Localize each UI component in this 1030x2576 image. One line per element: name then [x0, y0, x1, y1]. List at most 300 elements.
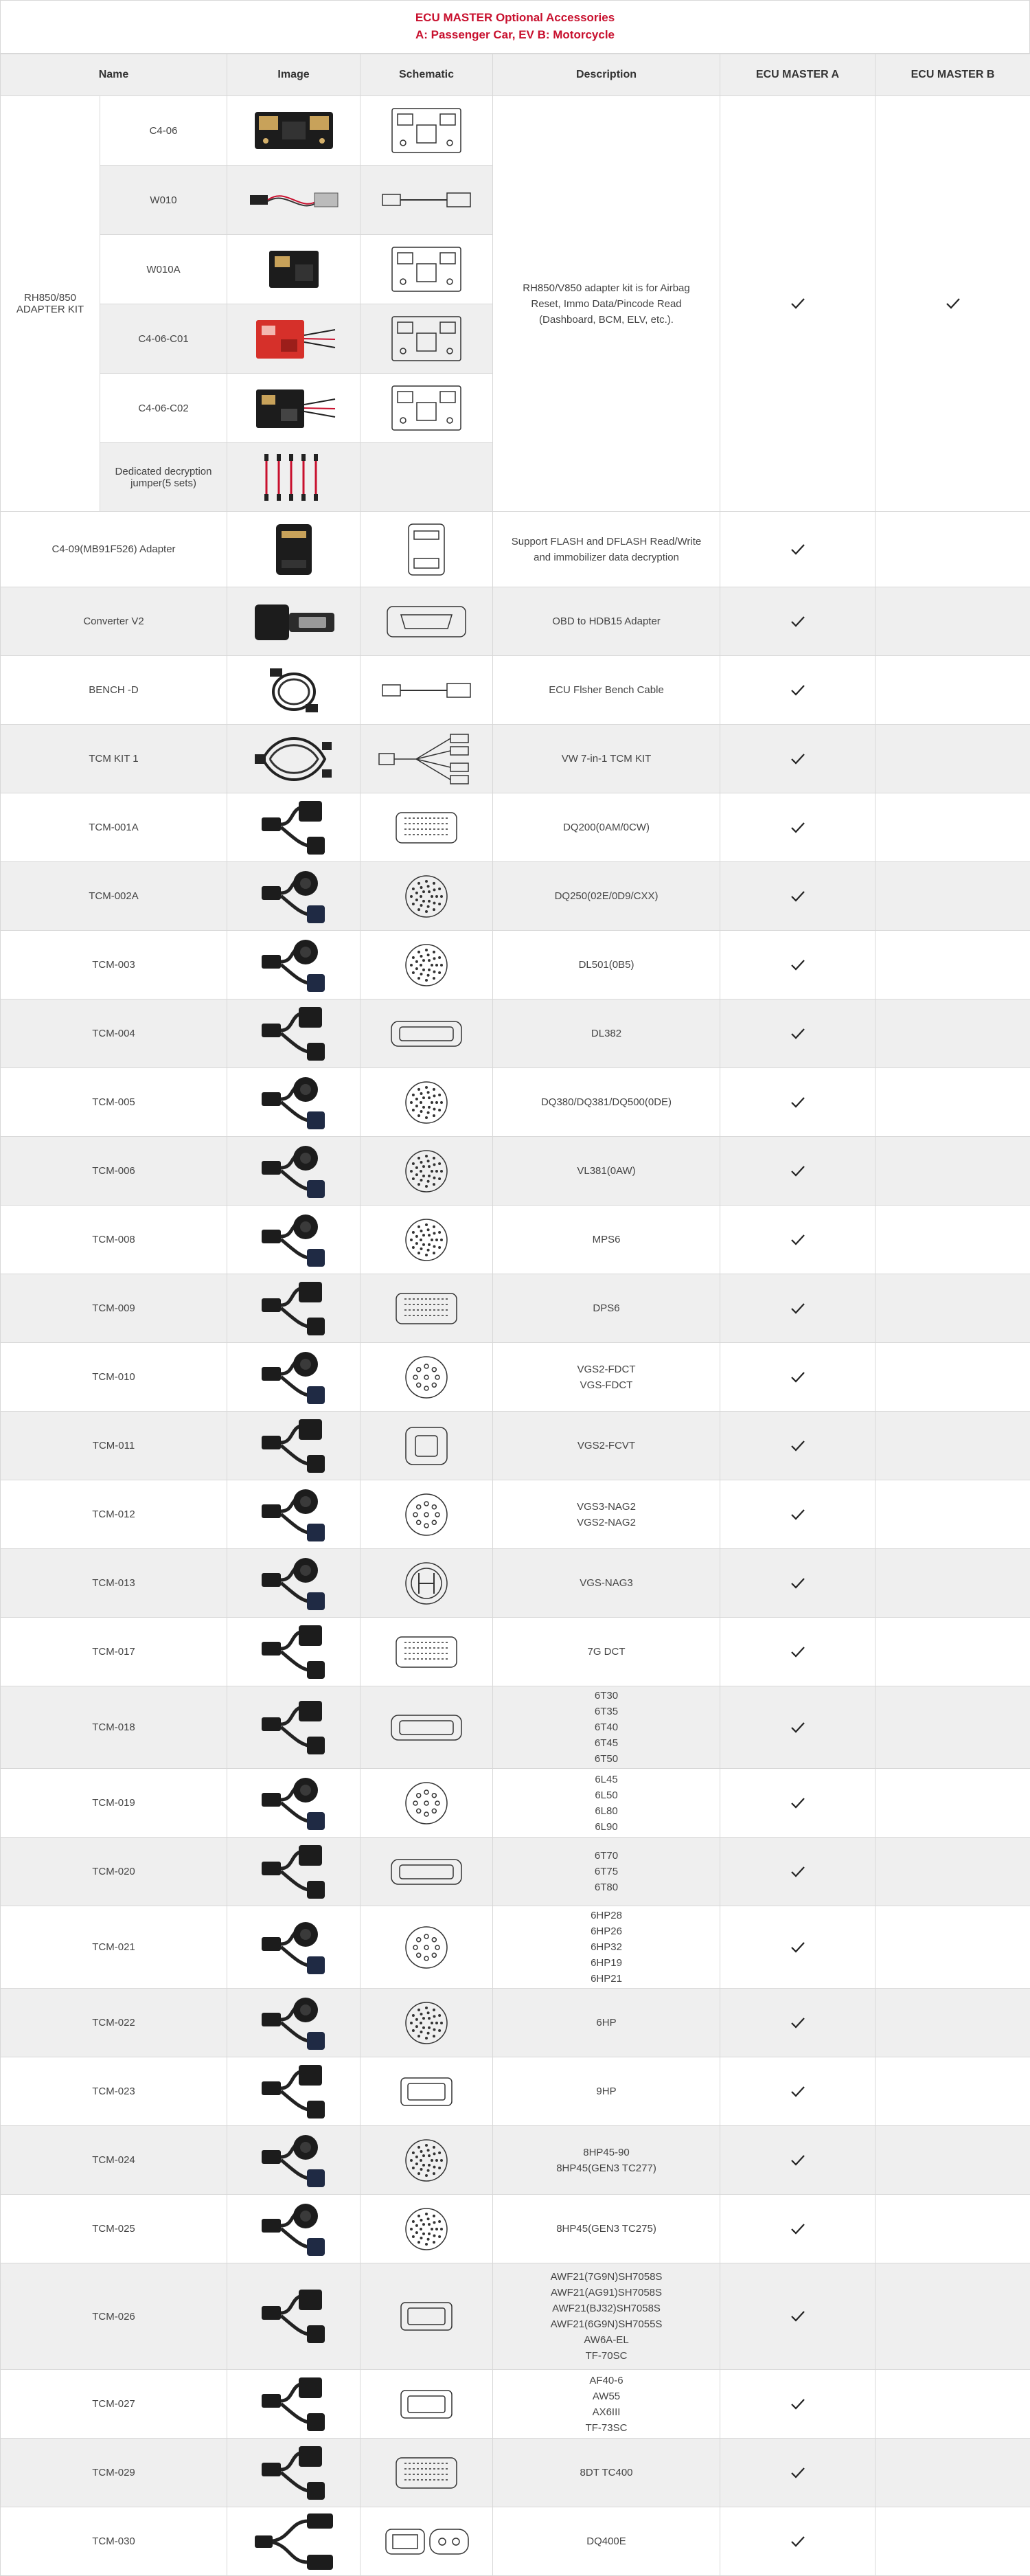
item-name: C4-06: [150, 125, 178, 137]
row-ecu-a-cell: [720, 1769, 876, 1838]
row-name: TCM-006: [92, 1165, 135, 1177]
row-schematic-image: [360, 1353, 492, 1401]
row-ecu-b-cell: [876, 931, 1030, 999]
description-line: 6L50: [493, 1787, 720, 1803]
row-description-cell: [493, 1769, 720, 1838]
check-icon: [720, 2397, 875, 2411]
row-name: TCM-008: [92, 1234, 135, 1245]
row-image-cell: [227, 656, 360, 725]
row-name: TCM-012: [92, 1509, 135, 1520]
check-icon: [720, 2466, 875, 2480]
row-name-cell: [1, 1480, 227, 1549]
row-ecu-a-cell: [720, 2195, 876, 2263]
table-row: [1, 1274, 1030, 1343]
row-ecu-b-cell: [876, 1838, 1030, 1906]
description-line: 6T50: [493, 1751, 720, 1767]
row-photo-image: [227, 797, 360, 859]
row-ecu-b-cell: [876, 2126, 1030, 2195]
row-schematic-cell: [360, 1838, 493, 1906]
item-image-cell: [227, 374, 360, 443]
row-schematic-image: [360, 1999, 492, 2047]
check-icon: [720, 1645, 875, 1659]
row-schematic-cell: [360, 656, 493, 725]
row-ecu-a-cell: [720, 1618, 876, 1686]
table-row: [1, 1068, 1030, 1137]
row-name: TCM-005: [92, 1096, 135, 1108]
table-row: [1, 931, 1030, 999]
item-schematic-image: [360, 313, 492, 365]
row-photo-image: [227, 2285, 360, 2347]
row-ecu-b-cell: [876, 1686, 1030, 1769]
row-schematic-cell: [360, 1989, 493, 2057]
row-schematic-cell: [360, 1549, 493, 1618]
row-name-cell: [1, 1206, 227, 1274]
row-name-cell: [1, 1343, 227, 1412]
row-name: Converter V2: [83, 615, 144, 627]
row-ecu-a-cell: [720, 1274, 876, 1343]
row-name: TCM-004: [92, 1028, 135, 1039]
row-schematic-image: [360, 1631, 492, 1673]
row-ecu-b-cell: [876, 1618, 1030, 1686]
row-photo-image: [227, 728, 360, 790]
check-icon: [876, 297, 1030, 310]
row-image-cell: [227, 1480, 360, 1549]
row-name-cell: [1, 2507, 227, 2576]
row-description-cell: [493, 725, 720, 793]
table-row: [1, 2507, 1030, 2576]
row-name: TCM-010: [92, 1371, 135, 1383]
row-description-cell: [493, 1838, 720, 1906]
description-line: VGS3-NAG2: [493, 1499, 720, 1515]
row-schematic-image: [360, 1422, 492, 1470]
item-photo-image: [227, 245, 360, 293]
item-name-cell: [100, 443, 227, 512]
description-line: AW6A-EL: [493, 2332, 720, 2348]
row-name: TCM-001A: [89, 822, 139, 833]
item-schematic-image: [360, 104, 492, 157]
row-photo-image: [227, 1415, 360, 1477]
row-schematic-cell: [360, 2439, 493, 2507]
header-ecu-master-b: ECU MASTER B: [876, 54, 1030, 96]
kit-ecu-a-cell: [720, 96, 876, 512]
row-photo-image: [227, 1209, 360, 1271]
row-name: TCM-003: [92, 959, 135, 971]
row-photo-image: [227, 1552, 360, 1614]
description-line: 6T40: [493, 1719, 720, 1735]
row-ecu-a-cell: [720, 656, 876, 725]
description-line: VGS-FDCT: [493, 1377, 720, 1393]
row-description-cell: [493, 1686, 720, 1769]
row-schematic-image: [360, 1288, 492, 1329]
row-photo-image: [227, 2129, 360, 2191]
row-schematic-image: [360, 601, 492, 642]
item-photo-image: [227, 106, 360, 155]
item-image-cell: [227, 96, 360, 166]
header-description: Description: [493, 54, 720, 96]
description-line: DL501(0B5): [493, 957, 720, 973]
item-image-cell: [227, 166, 360, 235]
row-description-cell: [493, 1549, 720, 1618]
row-photo-image: [227, 1917, 360, 1978]
row-ecu-b-cell: [876, 1769, 1030, 1838]
row-description-cell: [493, 1068, 720, 1137]
row-name-cell: [1, 999, 227, 1068]
row-description-cell: [493, 2370, 720, 2439]
row-description-cell: [493, 2507, 720, 2576]
table-row: [1, 1618, 1030, 1686]
description-line: DPS6: [493, 1300, 720, 1316]
check-icon: [720, 615, 875, 629]
row-description-cell: [493, 2057, 720, 2126]
row-schematic-image: [360, 1078, 492, 1127]
row-schematic-image: [360, 1216, 492, 1264]
row-ecu-b-cell: [876, 2439, 1030, 2507]
check-icon: [720, 1096, 875, 1109]
item-schematic-image: [360, 382, 492, 434]
row-image-cell: [227, 2370, 360, 2439]
description-line: AX6III: [493, 2404, 720, 2420]
row-schematic-cell: [360, 2126, 493, 2195]
header-image: Image: [227, 54, 360, 96]
item-name-cell: [100, 304, 227, 374]
row-schematic-image: [360, 2297, 492, 2336]
item-name-cell: [100, 235, 227, 304]
row-schematic-image: [360, 519, 492, 580]
description-line: ECU Flsher Bench Cable: [493, 682, 720, 698]
row-ecu-b-cell: [876, 2263, 1030, 2370]
row-photo-image: [227, 1003, 360, 1065]
row-photo-image: [227, 2198, 360, 2260]
check-icon: [720, 1370, 875, 1384]
row-ecu-a-cell: [720, 2057, 876, 2126]
row-schematic-cell: [360, 1343, 493, 1412]
row-ecu-a-cell: [720, 1906, 876, 1989]
row-name-cell: [1, 1068, 227, 1137]
description-line: VL381(0AW): [493, 1163, 720, 1179]
row-schematic-cell: [360, 931, 493, 999]
row-ecu-b-cell: [876, 2195, 1030, 2263]
row-schematic-cell: [360, 2263, 493, 2370]
row-ecu-b-cell: [876, 1068, 1030, 1137]
row-schematic-cell: [360, 862, 493, 931]
description-line: 6L80: [493, 1803, 720, 1819]
description-line: 6HP28: [493, 1908, 720, 1923]
description-line: VGS2-NAG2: [493, 1515, 720, 1530]
row-name-cell: [1, 656, 227, 725]
table-row: [1, 725, 1030, 793]
description-line: 9HP: [493, 2083, 720, 2099]
row-ecu-b-cell: [876, 2057, 1030, 2126]
row-name: TCM-009: [92, 1302, 135, 1314]
row-name: TCM-020: [92, 1866, 135, 1877]
row-photo-image: [227, 2373, 360, 2435]
row-ecu-b-cell: [876, 1137, 1030, 1206]
row-image-cell: [227, 2263, 360, 2370]
row-name-cell: [1, 2263, 227, 2370]
row-ecu-a-cell: [720, 512, 876, 587]
kit-ecu-b-cell: [876, 96, 1030, 512]
row-name-cell: [1, 1412, 227, 1480]
row-description-cell: [493, 862, 720, 931]
row-image-cell: [227, 1206, 360, 1274]
row-description-cell: [493, 1137, 720, 1206]
row-photo-image: [227, 663, 360, 718]
row-name-cell: [1, 1838, 227, 1906]
row-name-cell: [1, 1274, 227, 1343]
row-ecu-a-cell: [720, 725, 876, 793]
item-name: W010A: [146, 264, 180, 275]
row-ecu-b-cell: [876, 862, 1030, 931]
row-image-cell: [227, 1769, 360, 1838]
row-schematic-cell: [360, 793, 493, 862]
header-schematic: Schematic: [360, 54, 493, 96]
row-schematic-image: [360, 1016, 492, 1052]
row-ecu-a-cell: [720, 999, 876, 1068]
row-schematic-cell: [360, 2370, 493, 2439]
item-name-cell: [100, 96, 227, 166]
row-image-cell: [227, 1274, 360, 1343]
row-photo-image: [227, 934, 360, 996]
row-name: TCM-017: [92, 1646, 135, 1658]
description-line: VGS2-FDCT: [493, 1362, 720, 1377]
row-name-cell: [1, 2126, 227, 2195]
row-description-cell: [493, 1412, 720, 1480]
row-image-cell: [227, 2057, 360, 2126]
row-name-cell: [1, 725, 227, 793]
item-image-cell: [227, 235, 360, 304]
row-ecu-b-cell: [876, 1343, 1030, 1412]
check-icon: [720, 297, 875, 310]
kit-name-cell: [1, 96, 100, 512]
row-schematic-image: [360, 941, 492, 989]
kit-description: RH850/V850 adapter kit is for Airbag Reset, Immo Data/Pincode Read (Dashboard, BCM, ELV, etc.).: [493, 280, 720, 328]
row-image-cell: [227, 999, 360, 1068]
row-photo-image: [227, 1140, 360, 1202]
description-line: 6T30: [493, 1688, 720, 1704]
row-schematic-image: [360, 872, 492, 920]
row-schematic-cell: [360, 1618, 493, 1686]
row-photo-image: [227, 1841, 360, 1903]
table-row: [1, 656, 1030, 725]
row-image-cell: [227, 2126, 360, 2195]
row-name: TCM-026: [92, 2311, 135, 2323]
row-name: TCM-019: [92, 1797, 135, 1809]
check-icon: [720, 821, 875, 835]
row-name-cell: [1, 1549, 227, 1618]
row-schematic-image: [360, 1710, 492, 1745]
row-ecu-a-cell: [720, 1989, 876, 2057]
row-schematic-cell: [360, 1906, 493, 1989]
row-description-cell: [493, 1343, 720, 1412]
row-description-cell: [493, 1618, 720, 1686]
table-row: [1, 1206, 1030, 1274]
row-name: TCM-022: [92, 2017, 135, 2029]
row-name: TCM-018: [92, 1721, 135, 1733]
row-ecu-a-cell: [720, 862, 876, 931]
row-name-cell: [1, 587, 227, 656]
row-name-cell: [1, 1769, 227, 1838]
row-photo-image: [227, 1621, 360, 1683]
check-icon: [720, 1439, 875, 1453]
item-image-cell: [227, 443, 360, 512]
check-icon: [720, 1233, 875, 1247]
description-line: 8DT TC400: [493, 2465, 720, 2481]
row-ecu-b-cell: [876, 2507, 1030, 2576]
table-row: [1, 2195, 1030, 2263]
row-description-cell: [493, 1274, 720, 1343]
row-schematic-cell: [360, 2057, 493, 2126]
row-schematic-image: [360, 1923, 492, 1971]
row-schematic-cell: [360, 1274, 493, 1343]
row-name-cell: [1, 1989, 227, 2057]
description-line: TF-73SC: [493, 2420, 720, 2436]
row-name-cell: [1, 1137, 227, 1206]
row-photo-image: [227, 2442, 360, 2504]
row-schematic-image: [360, 677, 492, 704]
item-schematic-cell: [360, 304, 493, 374]
description-line: OBD to HDB15 Adapter: [493, 613, 720, 629]
table-row: [1, 1137, 1030, 1206]
item-name-cell: [100, 374, 227, 443]
row-description-cell: [493, 2263, 720, 2370]
row-ecu-b-cell: [876, 656, 1030, 725]
kit-name: RH850/850 ADAPTER KIT: [16, 292, 84, 315]
table-row: [1, 587, 1030, 656]
row-schematic-image: [360, 732, 492, 787]
row-schematic-image: [360, 1559, 492, 1607]
row-ecu-a-cell: [720, 1480, 876, 1549]
row-ecu-a-cell: [720, 1137, 876, 1206]
row-image-cell: [227, 1137, 360, 1206]
check-icon: [720, 2309, 875, 2323]
table-row: [1, 999, 1030, 1068]
row-name: TCM-002A: [89, 890, 139, 902]
title-line-1: ECU MASTER Optional Accessories: [1, 9, 1029, 26]
row-image-cell: [227, 587, 360, 656]
check-icon: [720, 958, 875, 972]
row-description-cell: [493, 512, 720, 587]
description-line: 8HP45-90: [493, 2145, 720, 2160]
row-ecu-b-cell: [876, 1412, 1030, 1480]
check-icon: [720, 890, 875, 903]
table-row: [1, 2439, 1030, 2507]
table-row: [1, 1480, 1030, 1549]
row-description-cell: [493, 999, 720, 1068]
row-name: C4-09(MB91F526) Adapter: [52, 543, 175, 555]
row-ecu-b-cell: [876, 1549, 1030, 1618]
row-ecu-b-cell: [876, 1274, 1030, 1343]
title-line-2: A: Passenger Car, EV B: Motorcycle: [1, 26, 1029, 43]
check-icon: [720, 2535, 875, 2549]
row-schematic-image: [360, 2205, 492, 2253]
description-line: DL382: [493, 1026, 720, 1041]
row-image-cell: [227, 2507, 360, 2576]
description-line: 7G DCT: [493, 1644, 720, 1660]
row-ecu-a-cell: [720, 2126, 876, 2195]
table-row: [1, 2370, 1030, 2439]
row-image-cell: [227, 862, 360, 931]
description-line: AWF21(7G9N)SH7058S: [493, 2269, 720, 2285]
row-ecu-a-cell: [720, 1549, 876, 1618]
row-ecu-b-cell: [876, 1989, 1030, 2057]
table-row: [1, 96, 1030, 166]
row-schematic-cell: [360, 1769, 493, 1838]
row-photo-image: [227, 2511, 360, 2573]
description-line: DQ200(0AM/0CW): [493, 820, 720, 835]
table-row: [1, 1769, 1030, 1838]
row-schematic-cell: [360, 1206, 493, 1274]
description-line: 6HP32: [493, 1939, 720, 1955]
description-line: Support FLASH and DFLASH Read/Write: [493, 534, 720, 550]
description-line: DQ400E: [493, 2533, 720, 2549]
check-icon: [720, 2085, 875, 2099]
row-schematic-cell: [360, 2507, 493, 2576]
item-schematic-cell: [360, 166, 493, 235]
row-schematic-image: [360, 1147, 492, 1195]
check-icon: [720, 1865, 875, 1879]
table-title: [0, 0, 1030, 54]
table-row: [1, 1989, 1030, 2057]
description-line: 6T45: [493, 1735, 720, 1751]
row-name-cell: [1, 2370, 227, 2439]
description-line: MPS6: [493, 1232, 720, 1247]
description-line: and immobilizer data decryption: [493, 550, 720, 565]
row-schematic-cell: [360, 1480, 493, 1549]
accessories-table: [0, 54, 1030, 2576]
description-line: TF-70SC: [493, 2348, 720, 2364]
row-image-cell: [227, 1838, 360, 1906]
row-ecu-b-cell: [876, 1206, 1030, 1274]
row-schematic-cell: [360, 2195, 493, 2263]
row-name-cell: [1, 2195, 227, 2263]
item-image-cell: [227, 304, 360, 374]
description-line: 6HP21: [493, 1971, 720, 1987]
row-photo-image: [227, 1484, 360, 1546]
table-row: [1, 2057, 1030, 2126]
row-image-cell: [227, 793, 360, 862]
description-line: AF40-6: [493, 2373, 720, 2388]
row-image-cell: [227, 512, 360, 587]
row-description-cell: [493, 2439, 720, 2507]
row-ecu-a-cell: [720, 1206, 876, 1274]
check-icon: [720, 543, 875, 556]
row-name-cell: [1, 2439, 227, 2507]
description-line: 8HP45(GEN3 TC277): [493, 2160, 720, 2176]
check-icon: [720, 1941, 875, 1954]
row-ecu-a-cell: [720, 931, 876, 999]
row-schematic-image: [360, 2522, 492, 2561]
row-image-cell: [227, 1989, 360, 2057]
row-description-cell: [493, 931, 720, 999]
item-name: C4-06-C01: [138, 333, 188, 345]
row-image-cell: [227, 1549, 360, 1618]
row-name-cell: [1, 931, 227, 999]
table-row: [1, 1906, 1030, 1989]
row-ecu-b-cell: [876, 2370, 1030, 2439]
table-row: [1, 2126, 1030, 2195]
row-ecu-a-cell: [720, 1412, 876, 1480]
check-icon: [720, 1577, 875, 1590]
row-schematic-cell: [360, 1412, 493, 1480]
row-image-cell: [227, 1686, 360, 1769]
row-ecu-a-cell: [720, 1686, 876, 1769]
row-name: TCM KIT 1: [89, 753, 138, 765]
row-name: TCM-029: [92, 2467, 135, 2478]
item-schematic-cell: [360, 443, 493, 512]
row-ecu-a-cell: [720, 1343, 876, 1412]
description-line: AWF21(AG91)SH7058S: [493, 2285, 720, 2301]
row-name: TCM-025: [92, 2223, 135, 2235]
